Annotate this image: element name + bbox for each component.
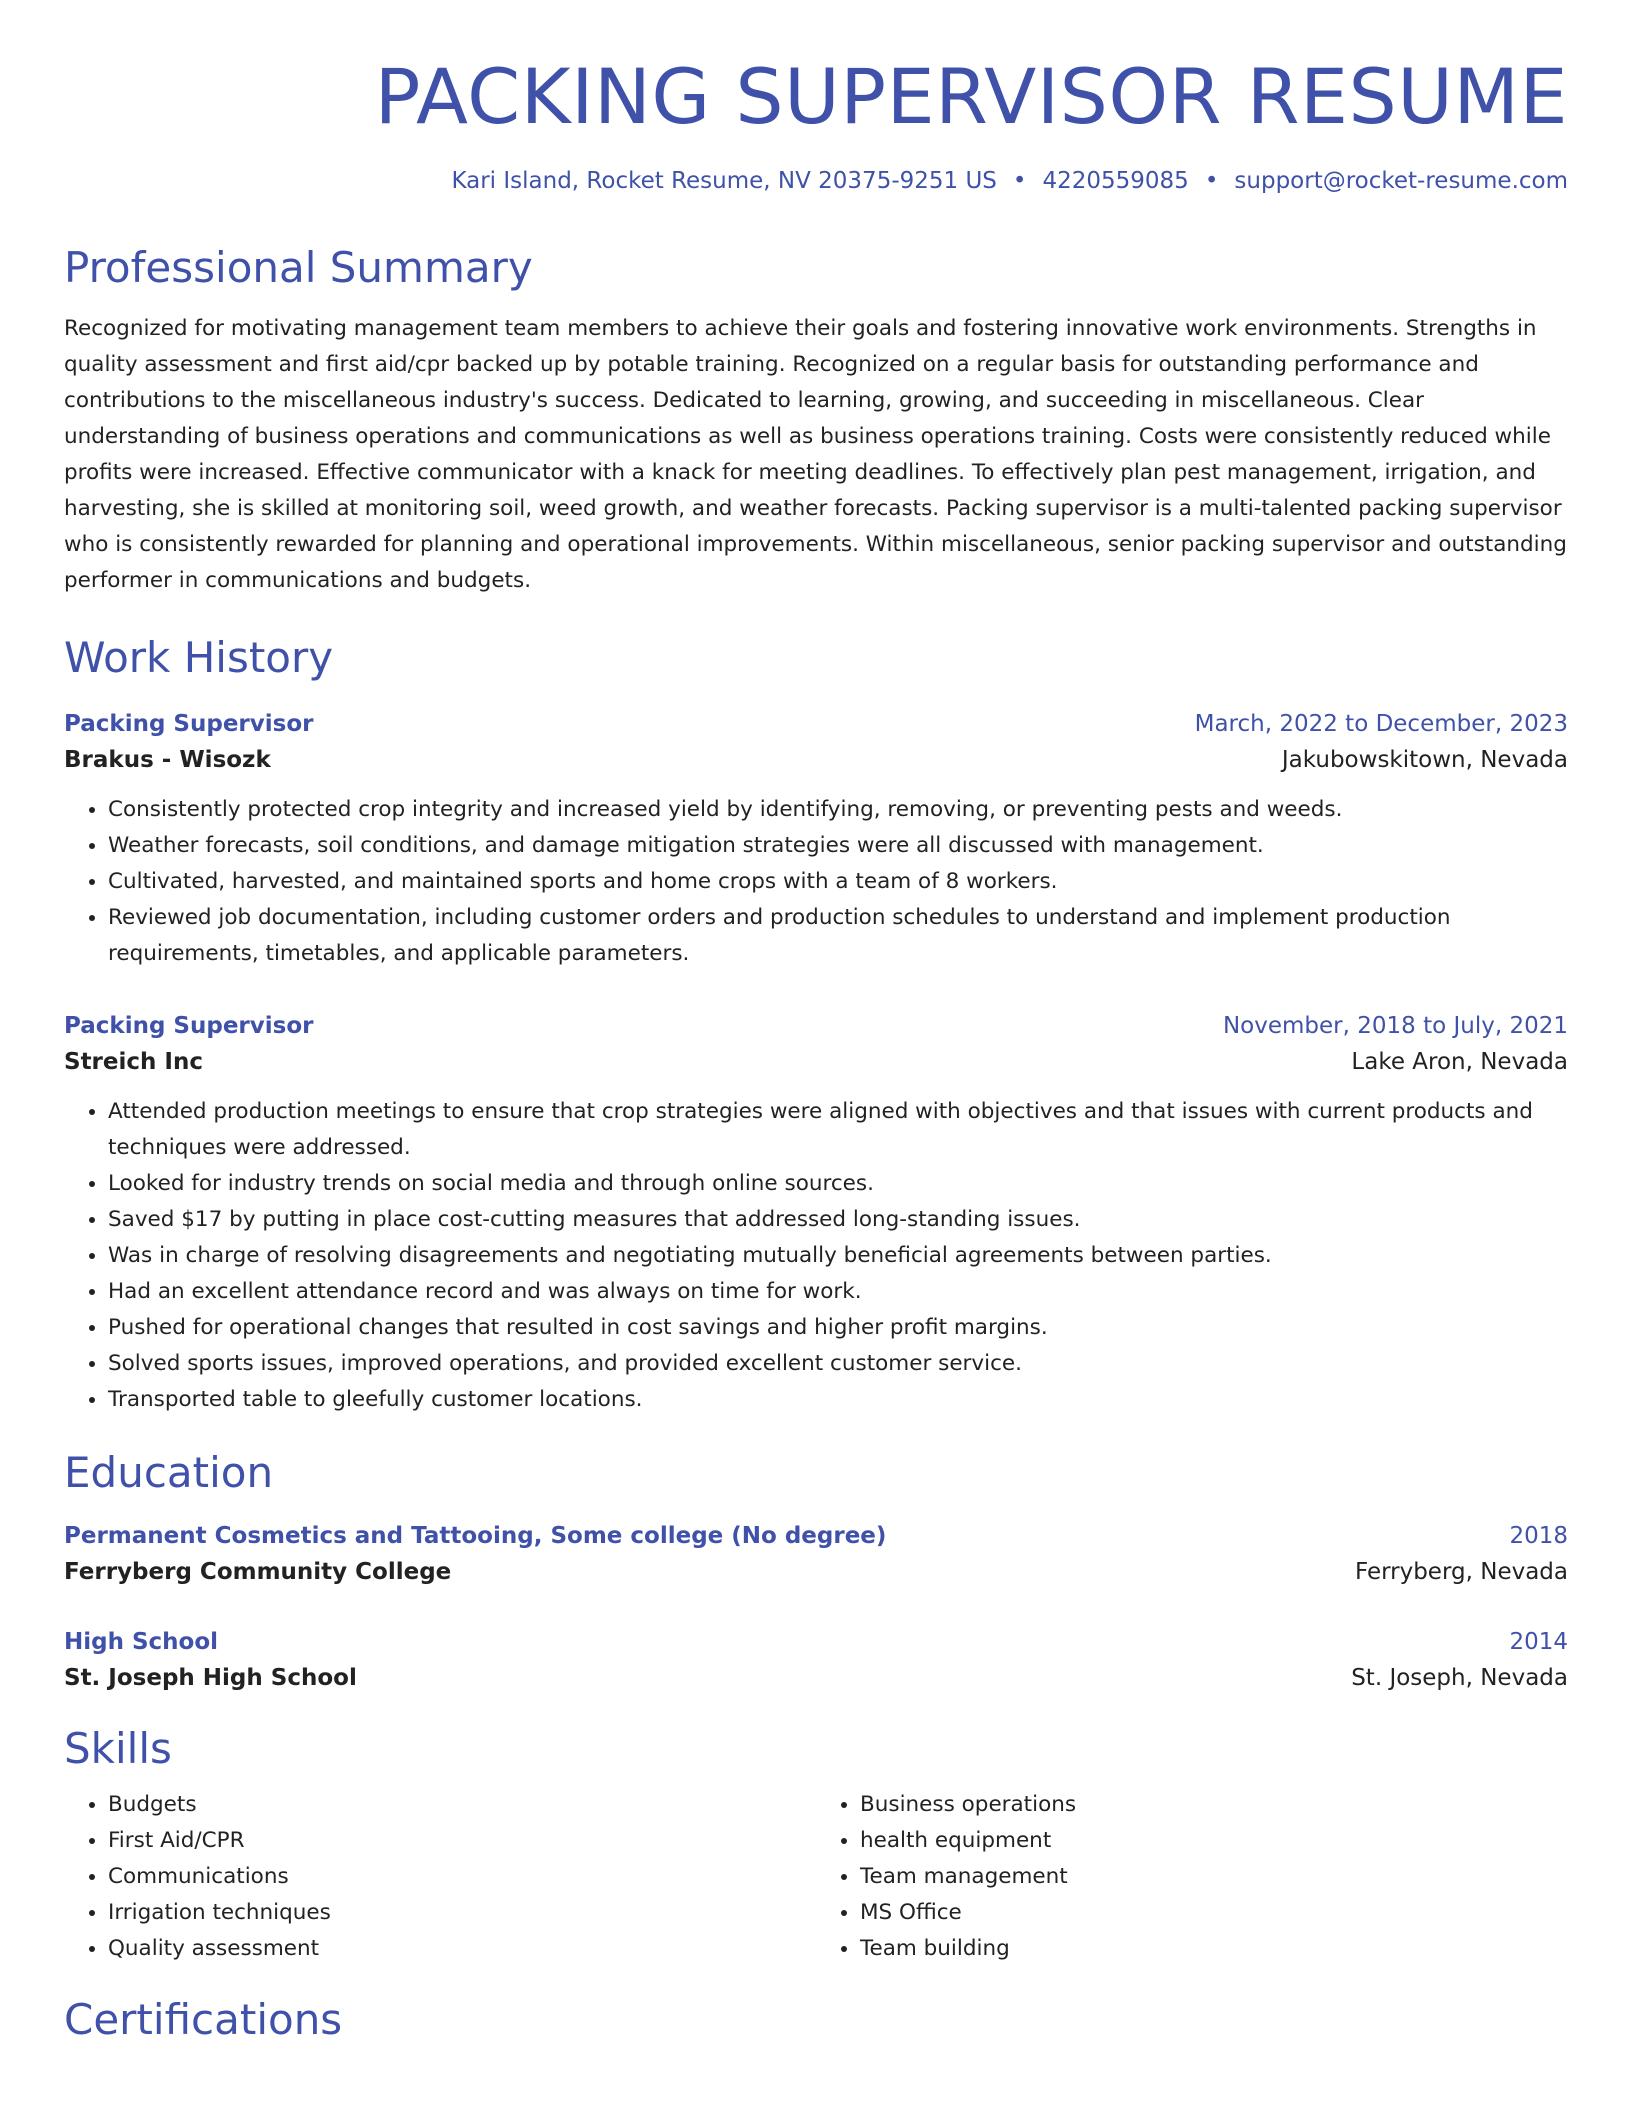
- skill-item: • Team management: [860, 1859, 1568, 1895]
- summary-text: Recognized for motivating management team members to achieve their goals and fostering innovative work environments. Strengths in quality assessment and first aid/cpr backed up by potable training. Recognized on a regular basis for outstanding performance and contributions to the miscellaneous industry's success. Dedicated to learning, growing, and succeeding in miscellaneous. Clear understanding of business operations and communications as well as business operations training. Costs were consistently reduced while profits were increased. Effective communicator with a knack for meeting deadlines. To effectively plan pest management, irrigation, and harvesting, she is skilled at monitoring soil, weed growth, and weather forecasts. Packing supervisor is a multi-talented packing supervisor who is consistently rewarded for planning and operational improvements. Within miscellaneous, senior packing supervisor and outstanding performer in communications and budgets.: [64, 316, 1567, 594]
- job-subheader: [64, 1044, 1568, 1080]
- job-role: Packing Supervisor: [64, 710, 314, 737]
- skills-heading: Skills: [64, 1724, 172, 1774]
- skill-item: • Business operations: [860, 1787, 1568, 1823]
- education-degree: Permanent Cosmetics and Tattooing, Some college (No degree): [64, 1523, 887, 1550]
- education-subheader: [64, 1554, 1568, 1590]
- job-bullet: • Transported table to gleefully customer locations.: [108, 1382, 1568, 1418]
- job-role: Packing Supervisor: [64, 1012, 314, 1039]
- resume-title: PACKING SUPERVISOR RESUME: [374, 52, 1568, 141]
- job-bullet: • Pushed for operational changes that resulted in cost savings and higher profit margins.: [108, 1310, 1568, 1346]
- job-entry: [64, 1008, 1568, 1418]
- skill-item: • Communications: [108, 1859, 816, 1895]
- skills-column-left: [64, 1787, 816, 1967]
- skill-item: • health equipment: [860, 1823, 1568, 1859]
- skill-item: • First Aid/CPR: [108, 1823, 816, 1859]
- education-year: 2014: [1509, 1629, 1568, 1656]
- job-bullet: • Weather forecasts, soil conditions, and damage mitigation strategies were all discussed with management.: [108, 828, 1568, 864]
- education-entry: [64, 1518, 1568, 1590]
- job-dates: March, 2022 to December, 2023: [1194, 710, 1568, 737]
- job-dates: November, 2018 to July, 2021: [1222, 1012, 1568, 1039]
- job-bullet: • Cultivated, harvested, and maintained sports and home crops with a team of 8 workers.: [108, 864, 1568, 900]
- contact-line: [64, 167, 1568, 197]
- summary-heading: Professional Summary: [64, 243, 533, 292]
- education-degree: High School: [64, 1629, 219, 1656]
- job-bullets: [64, 1094, 1568, 1418]
- job-company: Brakus - Wisozk: [64, 746, 271, 773]
- skill-item: • Quality assessment: [108, 1931, 816, 1967]
- skill-item: • Irrigation techniques: [108, 1895, 816, 1931]
- education-heading: Education: [64, 1447, 274, 1497]
- education-subheader: [64, 1660, 1568, 1696]
- education-header: [64, 1624, 1568, 1660]
- education-header: [64, 1518, 1568, 1554]
- contact-address: Kari Island, Rocket Resume, NV 20375-9251 US: [451, 168, 997, 195]
- job-bullet: • Solved sports issues, improved operations, and provided excellent customer service.: [108, 1346, 1568, 1382]
- job-bullets: [64, 792, 1568, 972]
- contact-separator: •: [1012, 168, 1027, 195]
- job-bullet: • Consistently protected crop integrity and increased yield by identifying, removing, or preventing pests and weeds.: [108, 792, 1568, 828]
- job-bullet: • Was in charge of resolving disagreements and negotiating mutually beneficial agreements between parties.: [108, 1238, 1568, 1274]
- education-year: 2018: [1509, 1523, 1568, 1550]
- certifications-heading: Certifications: [64, 1994, 343, 2044]
- skill-item: • Budgets: [108, 1787, 816, 1823]
- job-bullet: • Looked for industry trends on social media and through online sources.: [108, 1166, 1568, 1202]
- contact-phone: 4220559085: [1042, 168, 1189, 195]
- job-subheader: [64, 742, 1568, 778]
- skill-item: • MS Office: [860, 1895, 1568, 1931]
- resume-header: [64, 0, 1568, 197]
- education-school: St. Joseph High School: [64, 1665, 357, 1692]
- education-entry: [64, 1624, 1568, 1696]
- job-bullet: • Attended production meetings to ensure that crop strategies were aligned with objectives and that issues with current products and techniques were addressed.: [108, 1094, 1568, 1166]
- job-entry: [64, 706, 1568, 972]
- education-location: Ferryberg, Nevada: [1354, 1559, 1568, 1586]
- contact-email[interactable]: support@rocket-resume.com: [1234, 168, 1568, 195]
- job-bullet: • Saved $17 by putting in place cost-cutting measures that addressed long-standing issues.: [108, 1202, 1568, 1238]
- job-bullet: • Reviewed job documentation, including customer orders and production schedules to understand and implement production requirements, timetables, and applicable parameters.: [108, 900, 1568, 972]
- job-company: Streich Inc: [64, 1048, 203, 1075]
- skill-item: • Team building: [860, 1931, 1568, 1967]
- job-header: [64, 706, 1568, 742]
- work-history-heading: Work History: [64, 633, 334, 683]
- job-header: [64, 1008, 1568, 1044]
- contact-separator: •: [1204, 168, 1219, 195]
- skills-list: [64, 1787, 1568, 1967]
- job-location: Jakubowskitown, Nevada: [1281, 746, 1568, 773]
- education-school: Ferryberg Community College: [64, 1559, 452, 1586]
- job-location: Lake Aron, Nevada: [1351, 1048, 1568, 1075]
- job-bullet: • Had an excellent attendance record and was always on time for work.: [108, 1274, 1568, 1310]
- skills-column-right: [816, 1787, 1568, 1967]
- education-location: St. Joseph, Nevada: [1351, 1665, 1568, 1692]
